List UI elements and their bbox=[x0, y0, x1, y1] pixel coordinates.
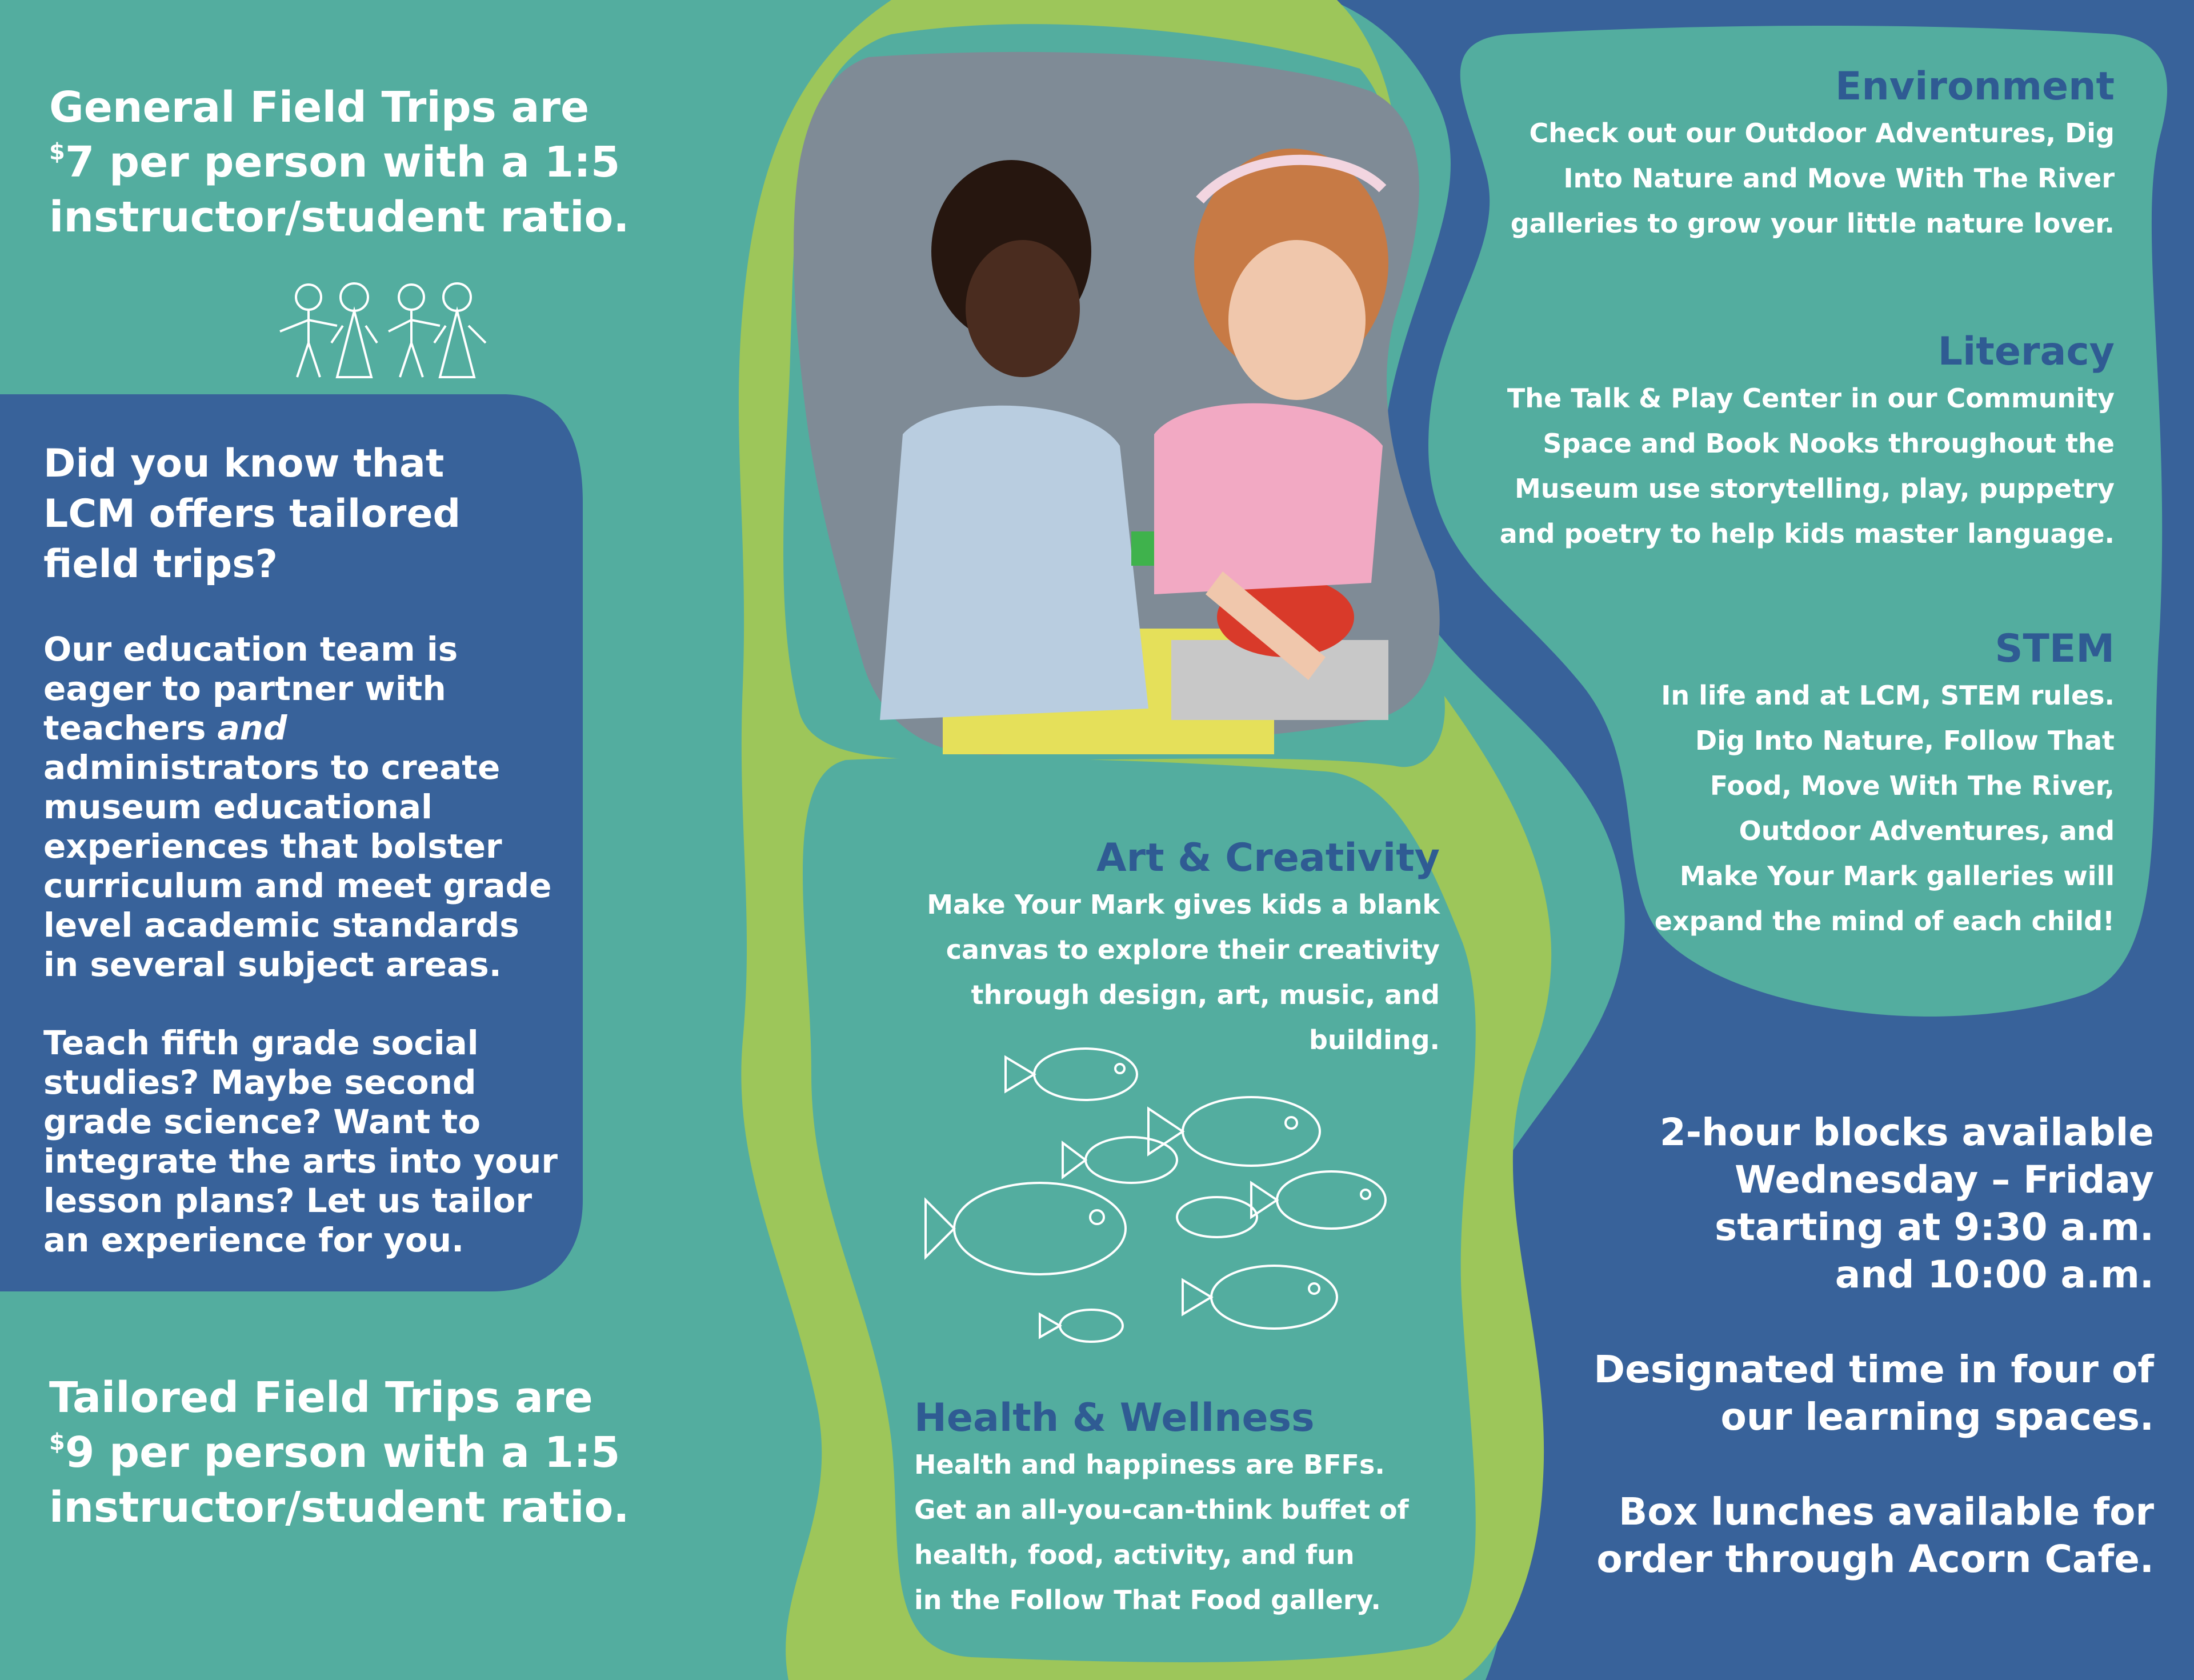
topic-environment bbox=[1429, 63, 2115, 246]
tailored-paragraph-2 bbox=[43, 1023, 569, 1260]
body-line: lesson plans? Let us tailor bbox=[43, 1181, 533, 1220]
topic-title: Literacy bbox=[1937, 329, 2115, 374]
body-line: administrators to create bbox=[43, 748, 501, 787]
general-price-line3: instructor/student ratio. bbox=[49, 193, 630, 242]
general-price-line1: General Field Trips are bbox=[49, 83, 590, 132]
topic-line: galleries to grow your little nature lover. bbox=[1510, 208, 2115, 239]
body-line: Teach fifth grade social bbox=[43, 1023, 479, 1062]
topic-line: through design, art, music, and bbox=[971, 979, 1440, 1010]
general-price bbox=[49, 80, 678, 245]
topic-line: Make Your Mark galleries will bbox=[1679, 861, 2115, 891]
learning-spaces-info bbox=[1526, 1346, 2154, 1441]
body-line: curriculum and meet grade bbox=[43, 866, 552, 905]
topic-line: health, food, activity, and fun bbox=[914, 1539, 1355, 1570]
body-line: eager to partner with bbox=[43, 669, 446, 708]
tailored-trips-info bbox=[43, 439, 569, 1260]
body-text: teachers bbox=[43, 709, 218, 747]
topic-line: Food, Move With The River, bbox=[1709, 770, 2115, 801]
topic-line: and poetry to help kids master language. bbox=[1499, 518, 2115, 549]
topic-title: Health & Wellness bbox=[914, 1395, 1315, 1441]
topic-line: Get an all-you-can-think buffet of bbox=[914, 1494, 1409, 1525]
detail-line: order through Acorn Cafe. bbox=[1596, 1537, 2154, 1581]
topic-literacy bbox=[1429, 328, 2115, 557]
topic-line: canvas to explore their creativity bbox=[946, 934, 1440, 965]
topic-line: expand the mind of each child! bbox=[1654, 906, 2115, 937]
topic-line: Museum use storytelling, play, puppetry bbox=[1514, 473, 2115, 504]
kids-drawing bbox=[280, 283, 486, 377]
question-line: LCM offers tailored bbox=[43, 491, 461, 537]
body-line bbox=[43, 709, 569, 748]
topic-stem bbox=[1543, 625, 2115, 944]
body-line: studies? Maybe second bbox=[43, 1063, 477, 1102]
body-line: level academic standards bbox=[43, 906, 519, 945]
topic-line: Dig Into Nature, Follow That bbox=[1695, 725, 2115, 756]
body-line: museum educational bbox=[43, 787, 433, 826]
tailored-price bbox=[49, 1370, 678, 1535]
body-line: Our education team is bbox=[43, 630, 458, 669]
detail-line: Box lunches available for bbox=[1618, 1490, 2154, 1534]
schedule-info bbox=[1526, 1109, 2154, 1298]
topic-line: In life and at LCM, STEM rules. bbox=[1661, 680, 2115, 711]
detail-line: starting at 9:30 a.m. bbox=[1715, 1205, 2154, 1249]
detail-line: our learning spaces. bbox=[1720, 1395, 2154, 1439]
detail-line: Designated time in four of bbox=[1594, 1347, 2154, 1391]
tailored-price-amount: 9 per person with a 1:5 bbox=[65, 1428, 620, 1477]
body-line: experiences that bolster bbox=[43, 827, 502, 866]
topic-line: Into Nature and Move With The River bbox=[1563, 163, 2115, 194]
topic-line: Make Your Mark gives kids a blank bbox=[927, 889, 1440, 920]
topic-line: Health and happiness are BFFs. bbox=[914, 1449, 1385, 1480]
topic-line: building. bbox=[1308, 1025, 1440, 1055]
body-line: grade science? Want to bbox=[43, 1102, 481, 1141]
topic-line: in the Follow That Food gallery. bbox=[914, 1585, 1381, 1615]
question-line: Did you know that bbox=[43, 441, 445, 486]
body-line: in several subject areas. bbox=[43, 945, 502, 984]
tailored-price-line3: instructor/student ratio. bbox=[49, 1483, 630, 1532]
trip-details bbox=[1526, 1109, 2154, 1630]
children-photo bbox=[794, 52, 1440, 755]
topic-title: Art & Creativity bbox=[1096, 835, 1440, 881]
topic-line: Space and Book Nooks throughout the bbox=[1543, 428, 2115, 459]
detail-line: Wednesday – Friday bbox=[1734, 1158, 2154, 1202]
body-line: integrate the arts into your bbox=[43, 1142, 558, 1181]
topic-line: Outdoor Adventures, and bbox=[1739, 815, 2115, 846]
topic-line: The Talk & Play Center in our Community bbox=[1507, 383, 2115, 414]
emphasis-text: and bbox=[217, 709, 287, 747]
topic-health-wellness bbox=[914, 1394, 1463, 1623]
tailored-paragraph-1 bbox=[43, 630, 569, 985]
general-price-line2 bbox=[49, 135, 678, 190]
detail-line: and 10:00 a.m. bbox=[1835, 1253, 2154, 1297]
question-line: field trips? bbox=[43, 542, 278, 587]
currency-symbol: $ bbox=[49, 1429, 65, 1455]
topic-line: Check out our Outdoor Adventures, Dig bbox=[1529, 118, 2115, 149]
detail-line: 2-hour blocks available bbox=[1659, 1110, 2154, 1154]
currency-symbol: $ bbox=[49, 139, 65, 165]
topic-art-creativity bbox=[891, 834, 1440, 1063]
topic-title: Environment bbox=[1835, 64, 2115, 109]
tailored-price-line2 bbox=[49, 1425, 678, 1480]
topic-title: STEM bbox=[1995, 626, 2115, 671]
tailored-question bbox=[43, 439, 569, 590]
body-line: an experience for you. bbox=[43, 1221, 465, 1259]
general-price-amount: 7 per person with a 1:5 bbox=[65, 138, 620, 187]
lunch-info bbox=[1526, 1488, 2154, 1583]
tailored-price-line1: Tailored Field Trips are bbox=[49, 1373, 593, 1422]
